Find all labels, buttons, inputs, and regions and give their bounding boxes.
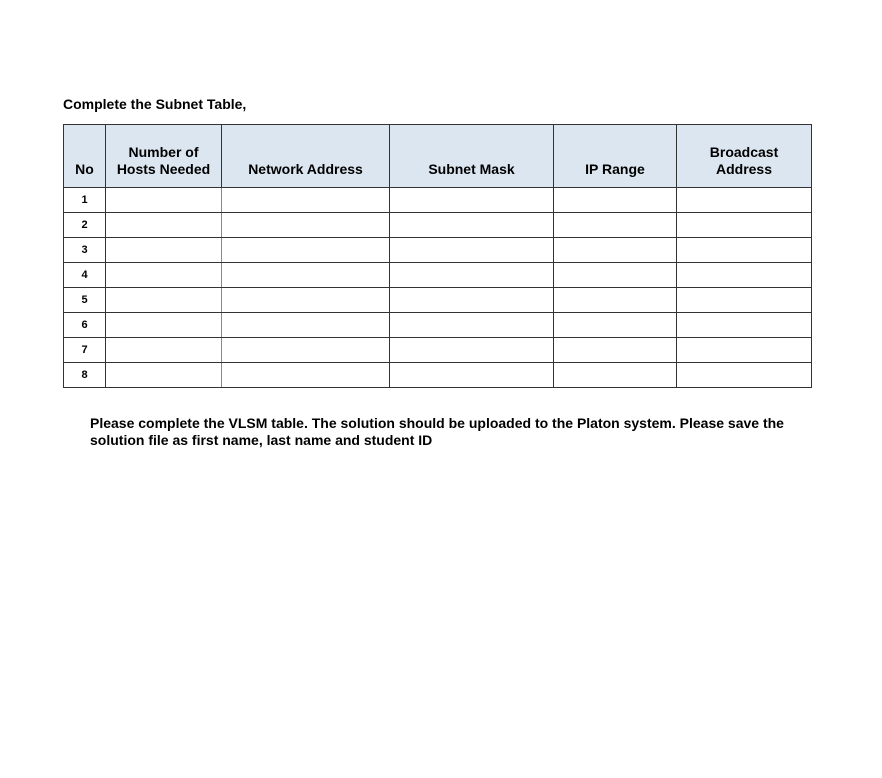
- row-number: 6: [64, 313, 106, 338]
- network-address-cell[interactable]: [222, 213, 390, 238]
- header-no: No: [64, 125, 106, 188]
- hosts-needed-cell[interactable]: [106, 338, 222, 363]
- header-broadcast-address: Broadcast Address: [677, 125, 812, 188]
- row-number: 3: [64, 238, 106, 263]
- broadcast-address-cell[interactable]: [677, 288, 812, 313]
- hosts-needed-cell[interactable]: [106, 263, 222, 288]
- ip-range-cell[interactable]: [554, 338, 677, 363]
- broadcast-address-cell[interactable]: [677, 313, 812, 338]
- header-ip-range: IP Range: [554, 125, 677, 188]
- subnet-mask-cell[interactable]: [390, 288, 554, 313]
- ip-range-cell[interactable]: [554, 213, 677, 238]
- ip-range-cell[interactable]: [554, 263, 677, 288]
- network-address-cell[interactable]: [222, 263, 390, 288]
- row-number: 8: [64, 363, 106, 388]
- row-number: 2: [64, 213, 106, 238]
- table-row: [64, 313, 812, 338]
- subnet-mask-cell[interactable]: [390, 238, 554, 263]
- network-address-cell[interactable]: [222, 188, 390, 213]
- network-address-cell[interactable]: [222, 363, 390, 388]
- hosts-needed-cell[interactable]: [106, 313, 222, 338]
- table-row: [64, 213, 812, 238]
- broadcast-address-cell[interactable]: [677, 213, 812, 238]
- broadcast-address-cell[interactable]: [677, 363, 812, 388]
- row-number: 7: [64, 338, 106, 363]
- subnet-mask-cell[interactable]: [390, 213, 554, 238]
- table-row: [64, 288, 812, 313]
- broadcast-address-cell[interactable]: [677, 338, 812, 363]
- ip-range-cell[interactable]: [554, 313, 677, 338]
- row-number: 1: [64, 188, 106, 213]
- hosts-needed-cell[interactable]: [106, 213, 222, 238]
- row-number: 4: [64, 263, 106, 288]
- table-header-row: [64, 125, 812, 188]
- broadcast-address-cell[interactable]: [677, 188, 812, 213]
- header-network-address: Network Address: [222, 125, 390, 188]
- row-number: 5: [64, 288, 106, 313]
- header-hosts-needed: Number of Hosts Needed: [106, 125, 222, 188]
- table-row: [64, 338, 812, 363]
- subnet-mask-cell[interactable]: [390, 263, 554, 288]
- network-address-cell[interactable]: [222, 288, 390, 313]
- hosts-needed-cell[interactable]: [106, 363, 222, 388]
- table-row: [64, 238, 812, 263]
- table-row: [64, 363, 812, 388]
- instructions-text: Please complete the VLSM table. The solution should be uploaded to the Platon system. Please save the solution file as first name, last name and student ID: [90, 415, 784, 448]
- subnet-mask-cell[interactable]: [390, 338, 554, 363]
- hosts-needed-cell[interactable]: [106, 188, 222, 213]
- subnet-mask-cell[interactable]: [390, 313, 554, 338]
- hosts-needed-cell[interactable]: [106, 238, 222, 263]
- network-address-cell[interactable]: [222, 338, 390, 363]
- subnet-table: [63, 124, 812, 388]
- ip-range-cell[interactable]: [554, 238, 677, 263]
- hosts-needed-cell[interactable]: [106, 288, 222, 313]
- table-row: [64, 188, 812, 213]
- network-address-cell[interactable]: [222, 313, 390, 338]
- ip-range-cell[interactable]: [554, 363, 677, 388]
- broadcast-address-cell[interactable]: [677, 263, 812, 288]
- table-row: [64, 263, 812, 288]
- ip-range-cell[interactable]: [554, 188, 677, 213]
- header-subnet-mask: Subnet Mask: [390, 125, 554, 188]
- broadcast-address-cell[interactable]: [677, 238, 812, 263]
- subnet-mask-cell[interactable]: [390, 363, 554, 388]
- page-heading: Complete the Subnet Table,: [63, 96, 247, 112]
- network-address-cell[interactable]: [222, 238, 390, 263]
- subnet-mask-cell[interactable]: [390, 188, 554, 213]
- ip-range-cell[interactable]: [554, 288, 677, 313]
